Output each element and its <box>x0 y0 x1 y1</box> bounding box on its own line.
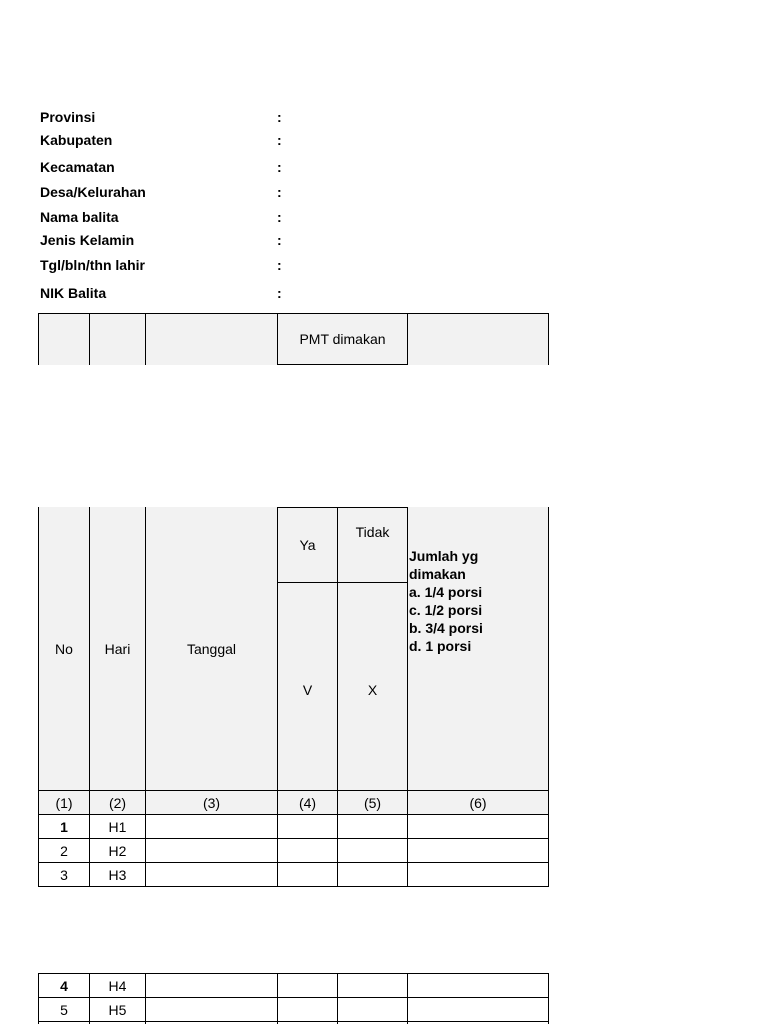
header-cell-no-top <box>38 313 90 365</box>
info-value-provinsi: : <box>277 109 282 125</box>
info-value-nama-balita: : <box>277 209 282 225</box>
info-label-kecamatan: Kecamatan <box>40 159 115 175</box>
row-tanggal[interactable] <box>145 814 278 839</box>
row-ya[interactable] <box>277 973 338 998</box>
row-no: 4 <box>38 973 90 998</box>
row-jumlah[interactable] <box>407 814 549 839</box>
row-tanggal[interactable] <box>145 862 278 887</box>
info-label-nama-balita: Nama balita <box>40 209 119 225</box>
row-hari: H4 <box>89 973 146 998</box>
info-label-tgl-lahir: Tgl/bln/thn lahir <box>40 257 145 273</box>
info-label-kabupaten: Kabupaten <box>40 132 113 148</box>
row-jumlah[interactable] <box>407 838 549 863</box>
header-cell-tanggal-top <box>145 313 278 365</box>
info-value-jenis-kelamin: : <box>277 232 282 248</box>
row-tidak[interactable] <box>337 814 408 839</box>
column-header-jumlah-text: Jumlah yg dimakan a. 1/4 porsi c. 1/2 porsi b. 3/4 porsi d. 1 porsi <box>409 548 483 654</box>
row-no: 1 <box>38 814 90 839</box>
row-tidak[interactable] <box>337 838 408 863</box>
info-value-kabupaten: : <box>277 132 282 148</box>
col-number-4: (4) <box>277 790 338 815</box>
info-label-nik: NIK Balita <box>40 285 107 301</box>
row-hari: H5 <box>89 997 146 1022</box>
row-ya[interactable] <box>277 814 338 839</box>
row-tanggal[interactable] <box>145 973 278 998</box>
row-hari: H3 <box>89 862 146 887</box>
info-value-tgl-lahir: : <box>277 257 282 273</box>
row-jumlah[interactable] <box>407 997 549 1022</box>
info-label-jenis-kelamin: Jenis Kelamin <box>40 232 135 248</box>
row-jumlah[interactable] <box>407 862 549 887</box>
column-header-tanggal: Tanggal <box>145 507 278 791</box>
row-no: 5 <box>38 997 90 1022</box>
col-number-5: (5) <box>337 790 408 815</box>
column-header-no: No <box>38 507 90 791</box>
row-hari: H1 <box>89 814 146 839</box>
col-number-2: (2) <box>89 790 146 815</box>
info-value-desa: : <box>277 184 282 200</box>
row-no: 3 <box>38 862 90 887</box>
column-header-hari: Hari <box>89 507 146 791</box>
tidak-mark: X <box>337 582 408 791</box>
row-tanggal[interactable] <box>145 997 278 1022</box>
row-tanggal[interactable] <box>145 838 278 863</box>
row-ya[interactable] <box>277 862 338 887</box>
row-tidak[interactable] <box>337 973 408 998</box>
ya-mark: V <box>277 582 338 791</box>
row-tidak[interactable] <box>337 997 408 1022</box>
row-ya[interactable] <box>277 838 338 863</box>
row-ya[interactable] <box>277 997 338 1022</box>
row-tidak[interactable] <box>337 862 408 887</box>
row-hari: H2 <box>89 838 146 863</box>
header-cell-jumlah-top <box>407 313 549 365</box>
pmt-dimakan-header: PMT dimakan <box>277 313 408 365</box>
info-value-kecamatan: : <box>277 159 282 175</box>
info-label-provinsi: Provinsi <box>40 109 96 125</box>
col-number-6: (6) <box>407 790 549 815</box>
column-header-tidak: Tidak <box>337 507 408 583</box>
col-number-3: (3) <box>145 790 278 815</box>
row-no: 2 <box>38 838 90 863</box>
row-jumlah[interactable] <box>407 973 549 998</box>
column-header-ya: Ya <box>277 507 338 583</box>
info-value-nik: : <box>277 285 282 301</box>
info-label-desa: Desa/Kelurahan <box>40 184 146 200</box>
header-cell-hari-top <box>89 313 146 365</box>
col-number-1: (1) <box>38 790 90 815</box>
